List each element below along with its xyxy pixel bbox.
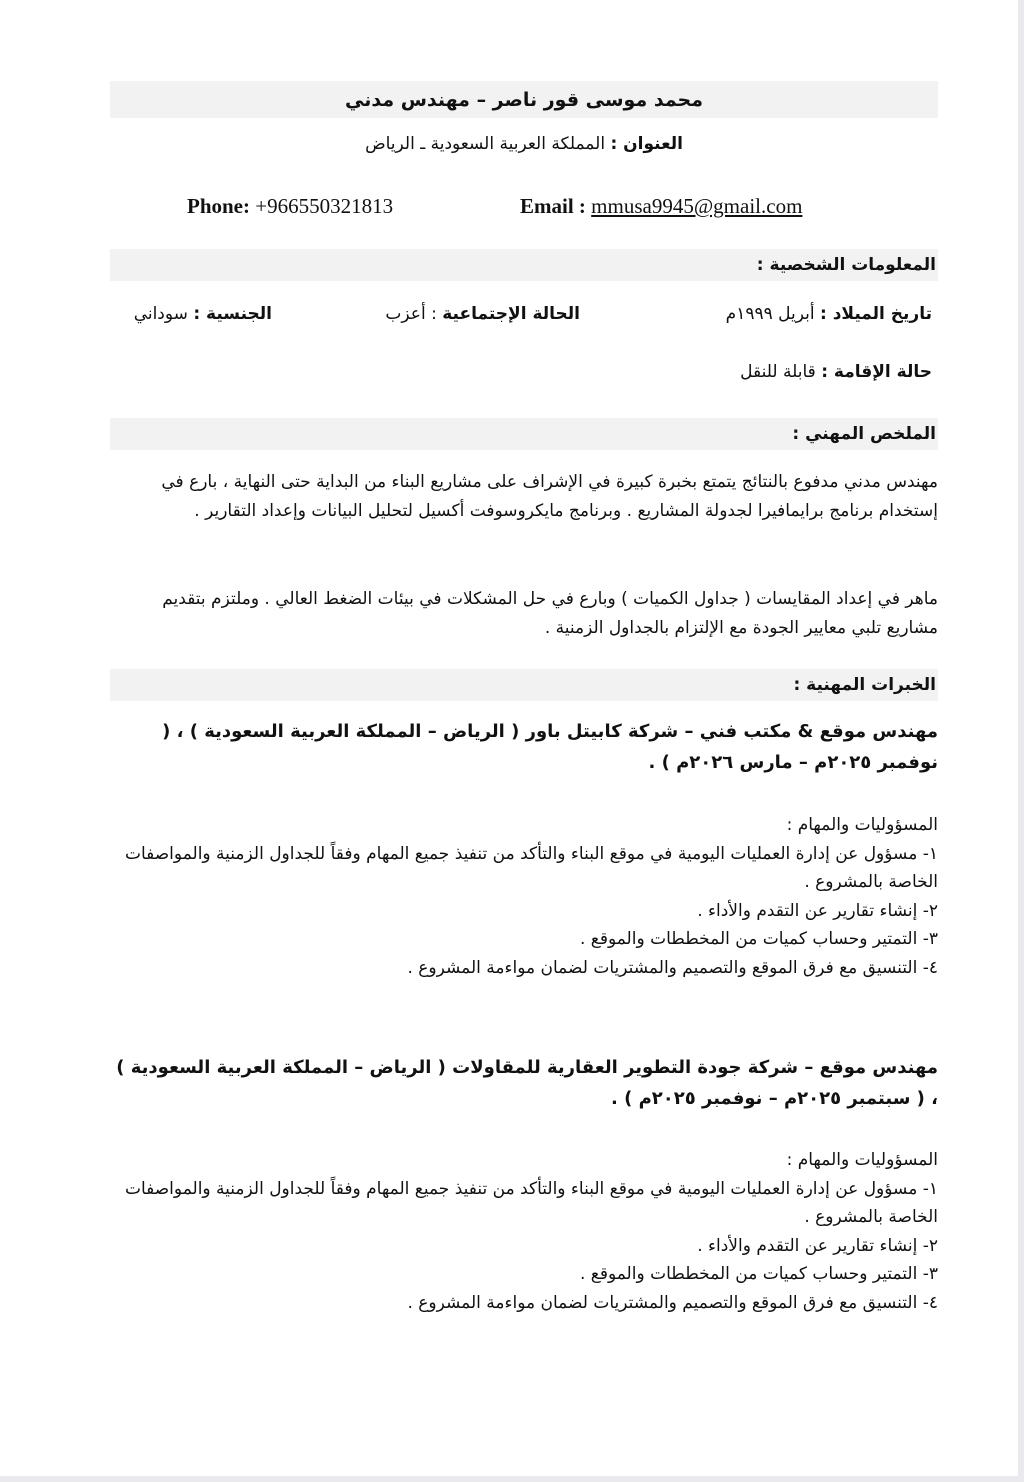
marital-status-field (385, 304, 580, 324)
job-2-duties-label: المسؤوليات والمهام : (786, 1150, 938, 1170)
personal-info-heading: المعلومات الشخصية : (756, 255, 936, 275)
name-title: محمد موسى قور ناصر – مهندس مدني (344, 88, 704, 111)
experience-heading: الخبرات المهنية : (793, 675, 936, 695)
job-2-duties (110, 1146, 938, 1317)
experience-heading-band (110, 669, 938, 701)
birth-date-label: تاريخ الميلاد : (819, 304, 932, 324)
job-1-task: ٢- إنشاء تقارير عن التقدم والأداء . (697, 900, 938, 921)
summary-heading-band (110, 418, 938, 450)
page-bottom-edge (0, 1476, 1024, 1482)
address-label: العنوان : (610, 134, 683, 154)
job-2-task: ٢- إنشاء تقارير عن التقدم والأداء . (697, 1235, 938, 1256)
job-2-task: ١- مسؤول عن إدارة العمليات اليومية في موقع البناء والتأكد من تنفيذ جميع المهام وفقاً للجداول الزمنية والمواصفات الخاصة بالمشروع . (124, 1178, 938, 1227)
job-1-duties-label: المسؤوليات والمهام : (786, 815, 938, 835)
email-label: Email : (520, 194, 586, 218)
job-1-duties (110, 811, 938, 982)
email-line (520, 194, 802, 219)
phone-line (187, 194, 393, 219)
nationality-field (134, 304, 272, 324)
summary-paragraph-1: مهندس مدني مدفوع بالنتائج يتمتع بخبرة كبيرة في الإشراف على مشاريع البناء من البداية حتى النهاية ، بارع في إستخدام برنامج برايمافيرا لجدولة المشاريع . وبرنامج مايكروسوفت أكسيل لتحليل البيانات وإعداد التقارير . (161, 472, 938, 521)
birth-date-value: أبريل ١٩٩٩م (725, 304, 815, 324)
residency-field (740, 362, 932, 382)
email-link[interactable]: mmusa9945@gmail.com (591, 194, 803, 218)
address-value: المملكة العربية السعودية ـ الرياض (365, 134, 606, 154)
job-1-title: مهندس موقع & مكتب فني – شركة كابيتل باور ( الرياض – المملكة العربية السعودية ) ، ( نوفمبر ٢٠٢٥م – مارس ٢٠٢٦م ) . (162, 721, 938, 773)
address-line (110, 134, 938, 154)
job-1-task: ٣- التمتير وحساب كميات من المخططات والموقع . (579, 929, 938, 949)
name-title-band (110, 81, 938, 118)
residency-label: حالة الإقامة : (821, 362, 932, 382)
personal-info-heading-band (110, 249, 938, 281)
job-1-task: ١- مسؤول عن إدارة العمليات اليومية في موقع البناء والتأكد من تنفيذ جميع المهام وفقاً للجداول الزمنية والمواصفات الخاصة بالمشروع . (124, 843, 938, 892)
birth-date-field (726, 304, 932, 324)
summary-paragraph-2: ماهر في إعداد المقايسات ( جداول الكميات ) وبارع في حل المشكلات في بيئات الضغط العالي . وملتزم بتقديم مشاريع تلبي معايير الجودة مع الإلتزام بالجداول الزمنية . (162, 589, 938, 638)
job-2-task: ٤- التنسيق مع فرق الموقع والتصميم والمشتريات لضمان مواءمة المشروع . (407, 1292, 938, 1313)
job-2-title: مهندس موقع – شركة جودة التطوير العقارية للمقاولات ( الرياض – المملكة العربية السعودية ) ، ( سبتمبر ٢٠٢٥م – نوفمبر ٢٠٢٥م ) . (116, 1057, 938, 1109)
phone-label: Phone: (187, 194, 250, 218)
nationality-value: سوداني (133, 304, 188, 324)
summary-heading: الملخص المهني : (792, 424, 936, 444)
phone-value[interactable]: +966550321813 (255, 194, 394, 218)
job-1-task: ٤- التنسيق مع فرق الموقع والتصميم والمشتريات لضمان مواءمة المشروع . (407, 957, 938, 978)
marital-status-value: : أعزب (385, 304, 437, 324)
marital-status-label: الحالة الإجتماعية (442, 304, 580, 324)
nationality-label: الجنسية : (193, 304, 272, 324)
job-2-task: ٣- التمتير وحساب كميات من المخططات والموقع . (579, 1264, 938, 1284)
residency-value: قابلة للنقل (740, 362, 816, 382)
